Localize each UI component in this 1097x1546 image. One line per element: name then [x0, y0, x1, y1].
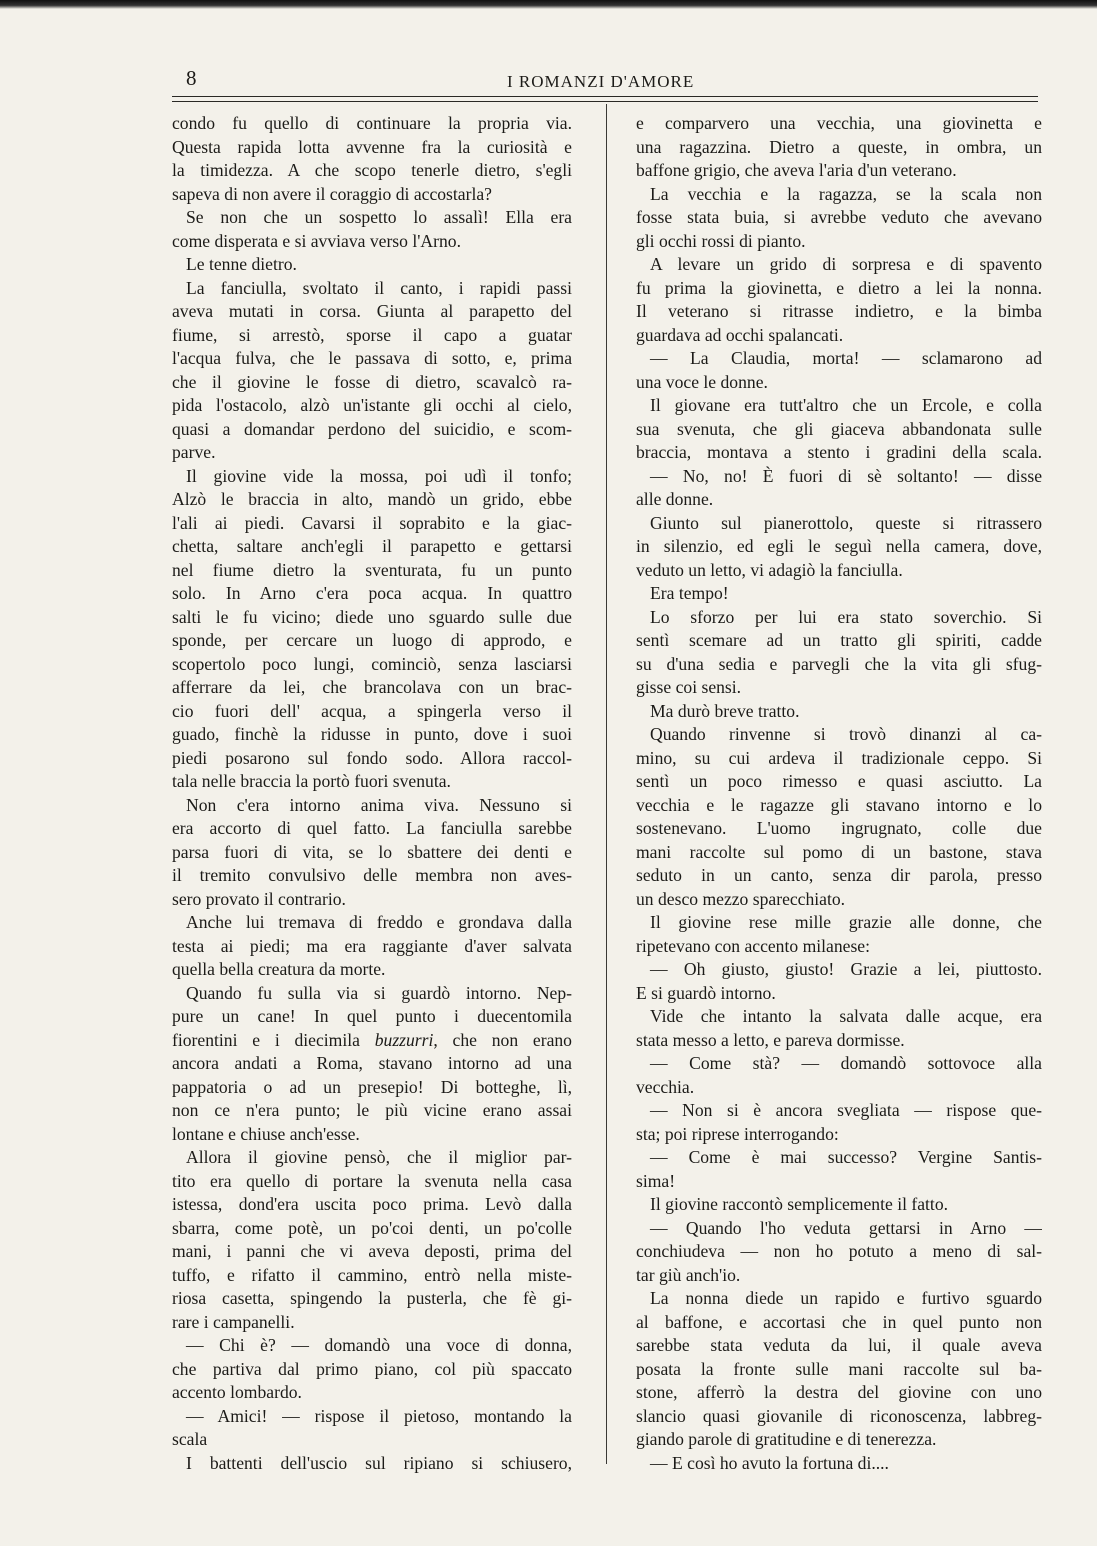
- text-line: fu prima la giovinetta, e dietro a lei la nonna.: [636, 277, 1042, 298]
- text-line: ancora andati a Roma, stavano intorno ad una: [172, 1053, 572, 1073]
- text-line: l'acqua fulva, che le passava di sotto, e, prima: [172, 348, 572, 368]
- header-rule: [172, 96, 1038, 97]
- text-line: piedi posarono sul fondo sodo. Allora raccol-: [172, 747, 572, 768]
- text-line: fiorentini e i diecimila buzzurri, che non erano: [172, 1029, 572, 1050]
- text-line: in silenzio, ed egli le seguì nella camera, dove,: [636, 536, 1042, 556]
- text-line: aveva mutati in corsa. Giunta al parapetto del: [172, 301, 572, 321]
- text-line: al baffone, e accortasi che in quel punto non: [636, 1311, 1042, 1332]
- text-line: rare i campanelli.: [172, 1311, 295, 1332]
- text-line: fosse stata buia, si avrebbe veduto che avevano: [636, 207, 1042, 227]
- text-line: Alzò le braccia in alto, mandò un grido, ebbe: [172, 489, 572, 509]
- text-line: quella bella creatura da morte.: [172, 959, 386, 979]
- text-line: conchiudeva — non ho potuto a meno di sal-: [636, 1241, 1042, 1261]
- running-title: I ROMANZI D'AMORE: [507, 72, 695, 91]
- text-column-left: [172, 112, 572, 1475]
- text-line: Il giovine rese mille grazie alle donne, che: [650, 912, 1042, 932]
- text-line: I battenti dell'uscio sul ripiano si schiusero,: [186, 1452, 572, 1473]
- text-line: il tremito convulsivo delle membra non aves-: [172, 865, 572, 885]
- text-line: — La Claudia, morta! — sclamarono ad: [650, 348, 1042, 368]
- text-line: fiume, si arrestò, sporse il capo a guatar: [172, 324, 572, 345]
- text-line: Non c'era intorno anima viva. Nessuno si: [186, 794, 572, 815]
- text-line: posata la fronte sulle mani raccolte sul ba-: [636, 1358, 1042, 1379]
- text-line: salti le fu vicino; diede uno sguardo sulle due: [172, 606, 572, 627]
- text-line: lontane e chiuse anch'esse.: [172, 1123, 360, 1144]
- text-line: che partiva dal primo piano, col più spaccato: [172, 1358, 572, 1379]
- text-line: tito era quello di portare la svenuta nella casa: [172, 1170, 572, 1191]
- emphasized-word: buzzurri: [374, 1029, 434, 1050]
- text-line: E si guardò intorno.: [636, 982, 776, 1003]
- text-line: slancio quasi giovanile di riconoscenza, labbreg-: [636, 1405, 1042, 1426]
- text-line: mani raccolte sul pomo di un bastone, stava: [636, 841, 1042, 862]
- text-column-right: [636, 112, 1042, 1475]
- text-line: sta; poi riprese interrogando:: [636, 1123, 839, 1144]
- text-line: la timidezza. A che scopo tenerle dietro, s'egli: [172, 160, 572, 180]
- column-divider: [606, 104, 607, 1464]
- text-line: pure un cane! In quel punto i duecentomila: [172, 1006, 572, 1026]
- text-line: sostenevano. L'uomo ingrugnato, colle due: [636, 818, 1042, 838]
- text-line: — Come è mai successo? Vergine Santis-: [650, 1147, 1042, 1167]
- text-line: che il giovine le fosse di dietro, scavalcò ra-: [172, 371, 572, 392]
- text-line: stata messo a letto, e pareva dormisse.: [636, 1029, 905, 1050]
- text-line: — No, no! È fuori di sè soltanto! — disse: [650, 465, 1042, 486]
- text-line: Il giovane era tutt'altro che un Ercole, e colla: [650, 395, 1042, 415]
- text-line: — E così ho avuto la fortuna di....: [650, 1452, 889, 1473]
- text-line: sua svenuta, che gli giaceva abbandonata sulle: [636, 418, 1042, 439]
- text-line: una voce le donne.: [636, 371, 768, 392]
- text-line: sarebbe stata veduta da lui, il quale aveva: [636, 1335, 1042, 1355]
- text-line: non ce n'era punto; le più vicine erano assai: [172, 1100, 572, 1120]
- text-line: braccia, montava a stento i gradini della scala.: [636, 442, 1042, 462]
- text-line: sponde, per cercare un luogo di approdo, e: [172, 630, 572, 650]
- text-line: gisse coi sensi.: [636, 677, 742, 697]
- text-line: e comparvero una vecchia, una giovinetta e: [636, 113, 1042, 133]
- text-line: riosa casetta, spingendo la pusterla, che fè gi-: [172, 1288, 572, 1308]
- text-line: giando parole di gratitudine e di tenerezza.: [636, 1429, 937, 1449]
- text-line: Se non che un sospetto lo assalì! Ella era: [186, 207, 572, 227]
- text-line: Vide che intanto la salvata dalle acque, era: [650, 1006, 1042, 1026]
- text-line: — Oh giusto, giusto! Grazie a lei, piuttosto.: [650, 959, 1042, 979]
- text-line: Anche lui tremava di freddo e grondava dalla: [186, 912, 572, 932]
- text-line: era accorto di quel fatto. La fanciulla sarebbe: [172, 818, 572, 838]
- text-line: Era tempo!: [650, 583, 729, 603]
- text-line: sentì scemare ad un tratto gli spiriti, cadde: [636, 630, 1042, 650]
- text-line: — Chi è? — domandò una voce di donna,: [186, 1335, 572, 1355]
- text-line: Questa rapida lotta avvenne fra la curiosità e: [172, 136, 572, 157]
- text-line: cio fuori dell' acqua, a spingerla verso il: [172, 700, 572, 721]
- text-line: nel fiume dietro la sventurata, fu un punto: [172, 559, 572, 580]
- text-line: tar giù anch'io.: [636, 1264, 741, 1285]
- text-line: mani, i panni che vi aveva deposti, prima del: [172, 1241, 572, 1261]
- text-line: chetta, saltare anch'egli il parapetto e gettarsi: [172, 536, 572, 556]
- text-line: veduto un letto, vi adagiò la fanciulla.: [636, 559, 903, 580]
- text-line: tala nelle braccia la portò fuori svenuta.: [172, 771, 451, 791]
- text-line: pida l'ostacolo, alzò un'istante gli occhi al cielo,: [172, 395, 572, 415]
- header-rule-thin: [172, 101, 1038, 102]
- text-line: su d'una sedia e parvegli che la vita gli sfug-: [636, 653, 1042, 674]
- text-line: una ragazzina. Dietro a queste, in ombra, un: [636, 136, 1042, 157]
- scan-edge: [0, 0, 1097, 9]
- text-line: afferrare da lei, che brancolava con un brac-: [172, 677, 572, 697]
- text-line: La nonna diede un rapido e furtivo sguardo: [650, 1288, 1042, 1308]
- text-line: un desco mezzo sparecchiato.: [636, 888, 846, 909]
- text-line: Lo sforzo per lui era stato soverchio. Si: [650, 606, 1042, 627]
- text-line: Allora il giovine pensò, che il miglior par-: [186, 1147, 572, 1167]
- text-line: — Come stà? — domandò sottovoce alla: [650, 1053, 1042, 1073]
- text-line: vecchia.: [636, 1076, 695, 1097]
- text-line: Quando rinvenne si trovò dinanzi al ca-: [650, 724, 1042, 744]
- text-line: gli occhi rossi di pianto.: [636, 230, 806, 251]
- text-line: — Quando l'ho veduta gettarsi in Arno —: [650, 1217, 1042, 1238]
- text-line: vecchia e le ragazze gli stavano intorno e lo: [636, 794, 1042, 815]
- page-header: [172, 62, 1038, 96]
- text-line: seduto in un canto, senza dir parola, presso: [636, 865, 1042, 885]
- text-line: Il giovine vide la mossa, poi udì il tonfo;: [186, 465, 572, 486]
- text-line: — Non si è ancora svegliata — rispose que-: [650, 1100, 1042, 1120]
- text-line: testa ai piedi; ma era raggiante d'aver salvata: [172, 935, 572, 956]
- text-line: mino, su cui ardeva il tradizionale ceppo. Si: [636, 747, 1042, 768]
- text-line: solo. In Arno c'era poca acqua. In quattro: [172, 583, 572, 603]
- text-line: sero provato il contrario.: [172, 888, 346, 909]
- text-line: condo fu quello di continuare la propria via.: [172, 113, 572, 133]
- text-line: A levare un grido di sorpresa e di spavento: [650, 254, 1042, 274]
- text-line: istessa, dond'era uscita poco prima. Levò dalla: [172, 1194, 572, 1214]
- text-line: Ma durò breve tratto.: [650, 700, 800, 721]
- text-line: stone, afferrò la destra del giovine con uno: [636, 1382, 1042, 1402]
- text-line: parve.: [172, 442, 216, 462]
- text-line: Le tenne dietro.: [186, 254, 297, 274]
- text-line: La fanciulla, svoltato il canto, i rapidi passi: [186, 277, 572, 298]
- text-line: scopertolo poco lungi, cominciò, senza lasciarsi: [172, 653, 572, 674]
- text-line: quasi a domandar perdono del suicidio, e scom-: [172, 418, 572, 439]
- text-line: sapeva di non avere il coraggio di accostarla?: [172, 183, 492, 204]
- text-line: ripetevano con accento milanese:: [636, 935, 870, 956]
- text-line: sbarra, come potè, un po'coi denti, un po'colle: [172, 1217, 572, 1238]
- text-line: — Amici! — rispose il pietoso, montando la: [186, 1405, 572, 1426]
- text-line: Il veterano si ritrasse indietro, e la bimba: [636, 301, 1042, 321]
- text-line: parsa fuori di vita, se lo sbattere dei denti e: [172, 841, 572, 862]
- text-line: sentì un poco rimesso e quasi asciutto. La: [636, 771, 1042, 791]
- page-number: 8: [186, 66, 197, 90]
- text-line: Il giovine raccontò semplicemente il fatto.: [650, 1194, 949, 1214]
- text-line: tuffo, e rifatto il cammino, entrò nella miste-: [172, 1264, 572, 1285]
- text-line: accento lombardo.: [172, 1382, 302, 1402]
- text-line: La vecchia e la ragazza, se la scala non: [650, 183, 1042, 204]
- text-line: guardava ad occhi spalancati.: [636, 324, 844, 345]
- text-line: come disperata e si avviava verso l'Arno.: [172, 230, 461, 251]
- text-line: guado, finchè la ridusse in punto, dove i suoi: [172, 724, 572, 744]
- text-line: baffone grigio, che aveva l'aria d'un veterano.: [636, 160, 957, 180]
- text-line: scala: [172, 1429, 208, 1449]
- text-line: Giunto sul pianerottolo, queste si ritrassero: [650, 512, 1042, 533]
- text-line: l'ali ai piedi. Cavarsi il soprabito e la giac-: [172, 512, 572, 533]
- text-line: Quando fu sulla via si guardò intorno. Nep-: [186, 982, 572, 1003]
- text-line: sima!: [636, 1170, 676, 1191]
- text-line: pappatoria o ad un presepio! Di botteghe, lì,: [172, 1076, 572, 1097]
- text-line: alle donne.: [636, 489, 714, 509]
